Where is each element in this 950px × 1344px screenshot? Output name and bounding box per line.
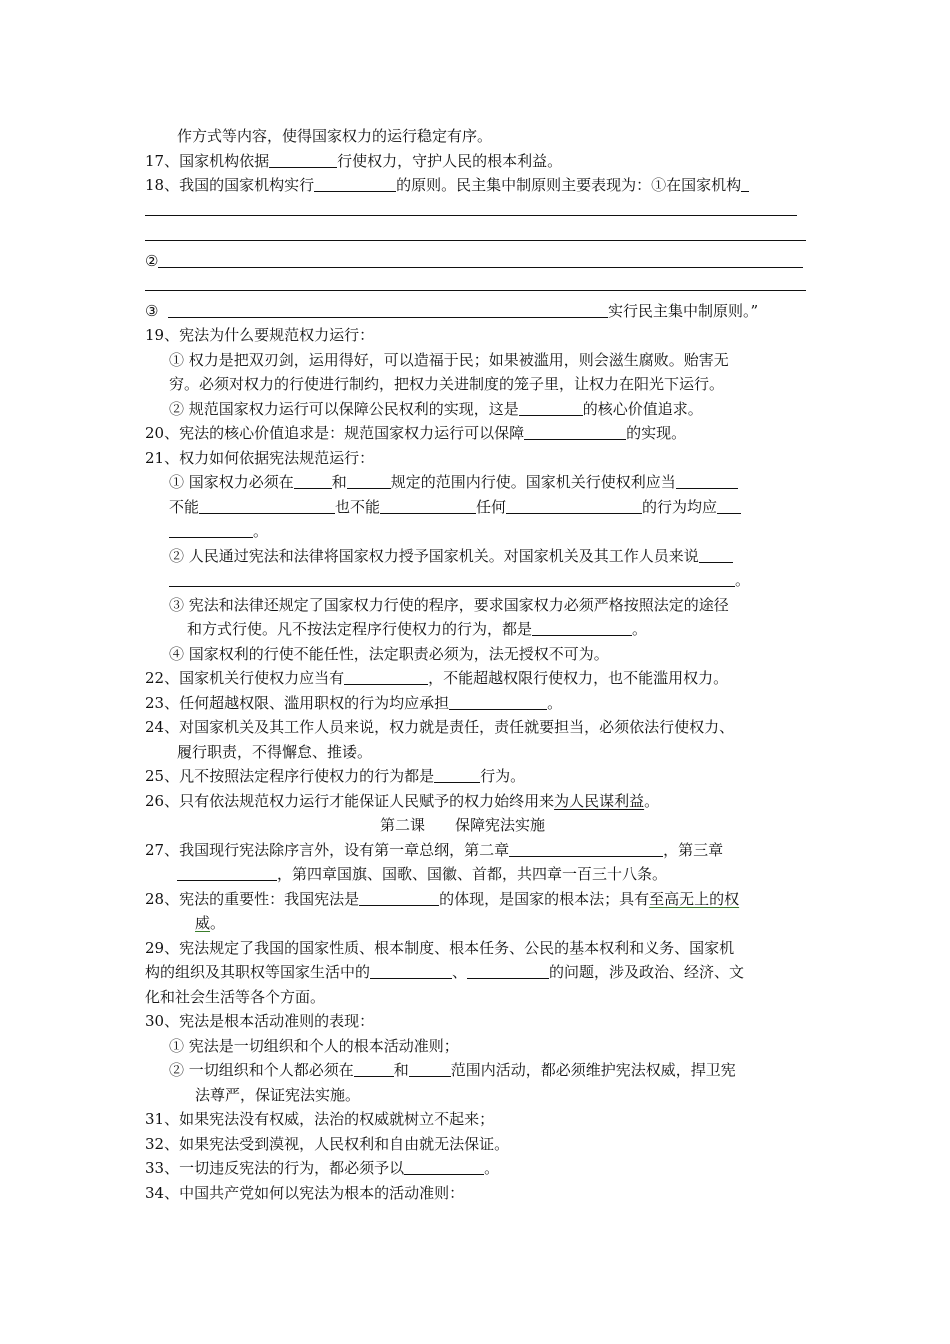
blank[interactable]	[354, 1060, 394, 1077]
line: 作方式等内容，使得国家权力的运行稳定有序。	[177, 127, 493, 145]
blank[interactable]	[506, 497, 642, 514]
line: ，第四章国旗、国歌、国徽、首都，共四章一百三十八条。	[145, 862, 810, 887]
line: 履行职责，不得懈怠、推诿。	[177, 742, 373, 761]
blank[interactable]	[409, 1060, 451, 1077]
blank[interactable]	[158, 251, 803, 268]
answer-rule[interactable]	[145, 198, 797, 216]
filled-answer: 至高无上的权	[649, 889, 740, 908]
line: 法尊严，保证宪法实施。	[195, 1085, 361, 1104]
question-21: 21、权力如何依据宪法规范运行：	[145, 448, 375, 467]
blank[interactable]	[169, 570, 735, 587]
blank[interactable]	[269, 151, 337, 168]
blank[interactable]	[449, 693, 547, 710]
blank[interactable]	[509, 840, 663, 857]
question-34: 34、中国共产党如何以宪法为根本的活动准则：	[145, 1183, 465, 1202]
filled-answer: 威	[195, 914, 211, 932]
line: ① 国家权力必须在 和 规定的范围内行使。国家机关行使权利应当	[145, 470, 810, 495]
line: ① 宪法是一切组织和个人的根本活动准则；	[169, 1036, 459, 1055]
blank[interactable]	[344, 668, 428, 685]
blank[interactable]	[380, 497, 476, 514]
blank[interactable]	[168, 301, 608, 318]
question-18: 18、我国的国家机构实行 的原则。民主集中制原则主要表现为：①在国家机构	[145, 173, 810, 198]
blank[interactable]	[467, 962, 549, 979]
answer-rule[interactable]	[145, 223, 806, 241]
question-18-item-3: ③ 实行民主集中制原则。”	[145, 301, 759, 320]
question-18-item-2: ②	[145, 249, 810, 274]
line: ② 一切组织和个人都必须在 和 范围内活动，都必须维护宪法权威，捍卫宪	[169, 1061, 736, 1079]
question-32: 32、如果宪法受到漠视，人民权利和自由就无法保证。	[145, 1134, 510, 1153]
line: ② 规范国家权力运行可以保障公民权利的实现，这是 的核心价值追求。	[169, 399, 703, 418]
line: ① 权力是把双刃剑，运用得好，可以造福于民；如果被滥用，则会滋生腐败。贻害无	[169, 350, 729, 369]
question-22: 22、国家机关行使权力应当有 ，不能超越权限行使权力，也不能滥用权力。	[145, 669, 729, 687]
question-24: 24、对国家机关及其工作人员来说，权力就是责任，责任就要担当，必须依法行使权力、	[145, 718, 735, 736]
blank[interactable]	[359, 889, 439, 906]
question-20: 20、宪法的核心价值追求是：规范国家权力运行可以保障 的实现。	[145, 424, 687, 442]
question-19: 19、宪法为什么要规范权力运行：	[145, 326, 375, 344]
line: 不能 也不能 任何 的行为均应	[145, 495, 810, 520]
blank[interactable]	[676, 472, 738, 489]
line: ④ 国家权利的行使不能任性，法定职责必须为，法无授权不可为。	[169, 644, 609, 663]
line: 穷。必须对权力的行使进行制约，把权力关进制度的笼子里，让权力在阳光下运行。	[169, 375, 725, 393]
line: 威。	[195, 914, 226, 932]
line: 。	[145, 568, 810, 593]
line: ② 人民通过宪法和法律将国家权力授予国家机关。对国家机关及其工作人员来说	[145, 544, 810, 569]
question-23: 23、任何超越权限、滥用职权的行为均应承担 。	[145, 693, 563, 712]
blank[interactable]	[294, 472, 332, 489]
question-28: 28、宪法的重要性：我国宪法是 的体现，是国家的根本法；具有至高无上的权	[145, 889, 740, 908]
blank[interactable]	[519, 399, 583, 416]
blank[interactable]	[741, 175, 749, 192]
filled-answer: 为人民谋利益	[554, 791, 645, 810]
line: 和方式行使。凡不按法定程序行使权力的行为，都是 。	[187, 620, 648, 638]
blank[interactable]	[177, 864, 277, 881]
question-26: 26、只有依法规范权力运行才能保证人民赋予的权力始终用来为人民谋利益。	[145, 791, 660, 810]
question-29: 29、宪法规定了我国的国家性质、根本制度、根本任务、公民的基本权利和义务、国家机	[145, 938, 735, 957]
blank[interactable]	[699, 546, 733, 563]
question-25: 25、凡不按照法定程序行使权力的行为都是 行为。	[145, 767, 526, 785]
blank[interactable]	[404, 1158, 484, 1175]
question-31: 31、如果宪法没有权威，法治的权威就树立不起来；	[145, 1110, 495, 1128]
line: 化和社会生活等各个方面。	[145, 987, 326, 1006]
line: 构的组织及其职权等国家生活中的 、 的问题，涉及政治、经济、文	[145, 963, 745, 981]
blank[interactable]	[524, 423, 626, 440]
blank[interactable]	[532, 619, 632, 636]
blank[interactable]	[717, 497, 741, 514]
lesson-title: 第二课 保障宪法实施	[379, 816, 545, 834]
blank[interactable]	[370, 962, 452, 979]
blank[interactable]	[347, 472, 391, 489]
question-27: 27、我国现行宪法除序言外，设有第一章总纲，第二章 ，第三章	[145, 840, 724, 859]
question-17: 17、国家机构依据 行使权力，守护人民的根本利益。	[145, 151, 563, 170]
answer-rule[interactable]	[145, 273, 806, 291]
blank[interactable]	[434, 766, 480, 783]
question-30: 30、宪法是根本活动准则的表现：	[145, 1012, 375, 1030]
question-33: 33、一切违反宪法的行为，都必须予以 。	[145, 1159, 500, 1177]
blank[interactable]	[169, 521, 253, 538]
document-page	[145, 124, 810, 1205]
blank[interactable]	[314, 175, 396, 192]
line: ③ 宪法和法律还规定了国家权力行使的程序，要求国家权力必须严格按照法定的途径	[169, 595, 729, 614]
blank[interactable]	[199, 497, 335, 514]
line: 。	[145, 519, 810, 544]
